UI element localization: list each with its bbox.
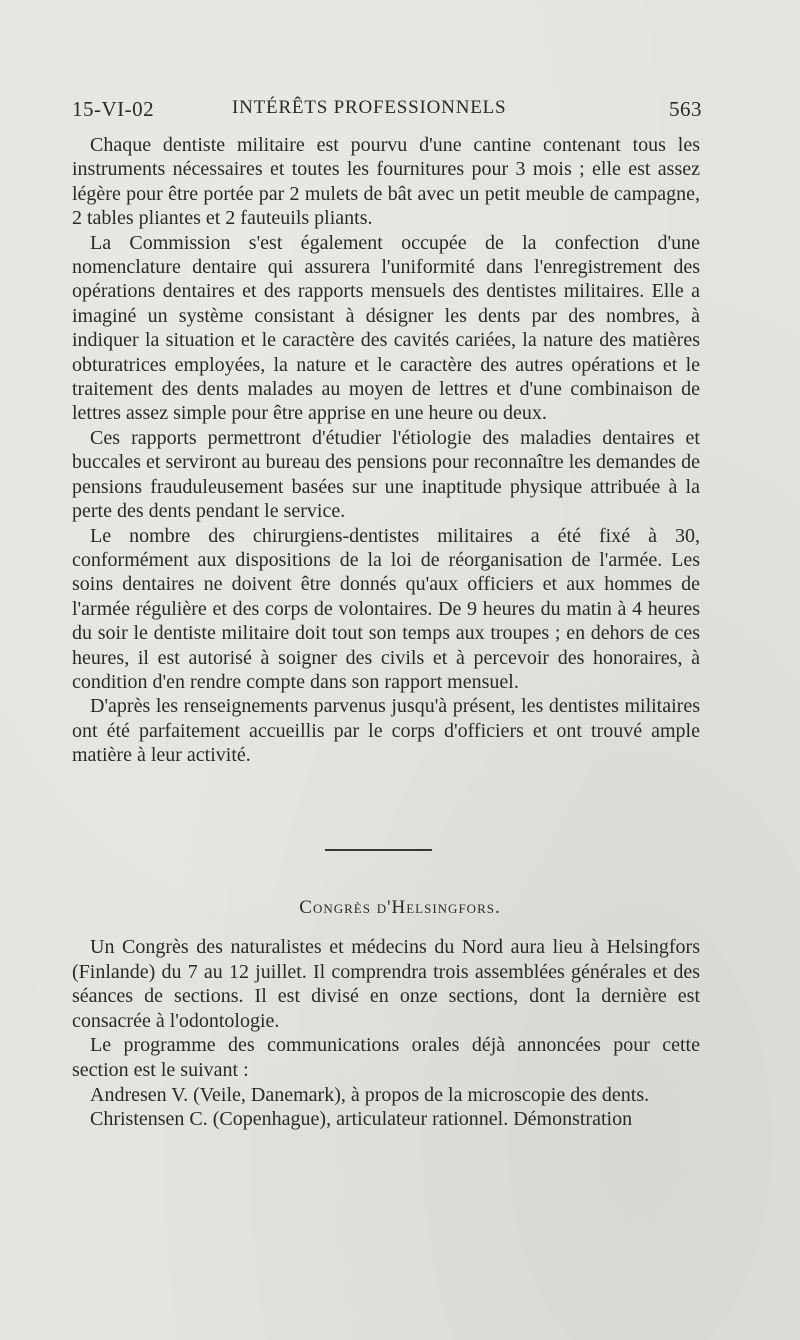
page-number: 563 — [669, 97, 702, 121]
header-date: 15-VI-02 — [72, 97, 155, 121]
article-body — [72, 133, 700, 768]
section-title: Congrès d'Helsingfors. — [299, 897, 501, 918]
paragraph-christensen: Christensen C. (Copenhague), articulateur rationnel. Démonstration — [90, 1108, 633, 1131]
paragraph-rapports: Ces rapports permettront d'étudier l'étiologie des maladies dentaires et buccales et serviront au bureau des pensions pour reconnaître les demandes de pensions frauduleusement basées sur une inaptitude physique attribuée à la perte des dents pendant le service. — [72, 426, 700, 523]
running-header — [72, 97, 702, 125]
paragraph-andresen: Andresen V. (Veile, Danemark), à propos de la microscopie des dents. — [90, 1083, 650, 1106]
paragraph-nombre: Le nombre des chirurgiens-dentistes militaires a été fixé à 30, conformément aux dispositions de la loi de réorganisation de l'armée. Les soins dentaires ne doivent être donnés qu'aux officiers et aux hommes de l'armée régulière et des corps de volontaires. De 9 heures du matin à 4 heures du soir le dentiste militaire doit tout son temps aux troupes ; en dehors de ces heures, il est autorisé à soigner des civils et à percevoir des honoraires, à condition d'en rendre compte dans son rapport mensuel. — [72, 524, 700, 693]
section-divider — [325, 849, 432, 851]
paragraph-nomenclature: La Commission s'est également occupée de la confection d'une nomenclature dentaire qui assurera l'uniformité dans l'enregistrement des opérations dentaires et des rapports mensuels des dentistes militaires. Elle a imaginé un système consistant à désigner les dents par des nombres, à indiquer la situation et le caractère des cavités cariées, la nature des matières obturatrices employées, la nature et le caractère des autres opérations et le traitement des dents malades au moyen de lettres et d'une combinaison de lettres assez simple pour être apprise en une heure ou deux. — [72, 231, 700, 425]
section-body — [72, 935, 700, 1132]
paragraph-congres: Un Congrès des naturalistes et médecins du Nord aura lieu à Helsingfors (Finlande) du 7 au 12 juillet. Il comprendra trois assemblées générales et des séances de sections. Il est divisé en onze sections, dont la dernière est consacrée à l'odontologie. — [72, 936, 700, 1032]
paragraph-cantine: Chaque dentiste militaire est pourvu d'une cantine contenant tous les instruments nécessaires et toutes les fournitures pour 3 mois ; elle est assez légère pour être portée par 2 mulets de bât avec un petit meuble de campagne, 2 tables pliantes et 2 fauteuils pliants. — [72, 134, 700, 230]
header-title: INTÉRÊTS PROFESSIONNELS — [232, 97, 507, 118]
paragraph-renseignements: D'après les renseignements parvenus jusqu'à présent, les dentistes militaires ont été parfaitement accueillis par le corps d'officiers et ont trouvé ample matière à leur activité. — [72, 695, 700, 767]
paragraph-programme: Le programme des communications orales déjà annoncées pour cette section est le suivant : — [72, 1034, 700, 1081]
